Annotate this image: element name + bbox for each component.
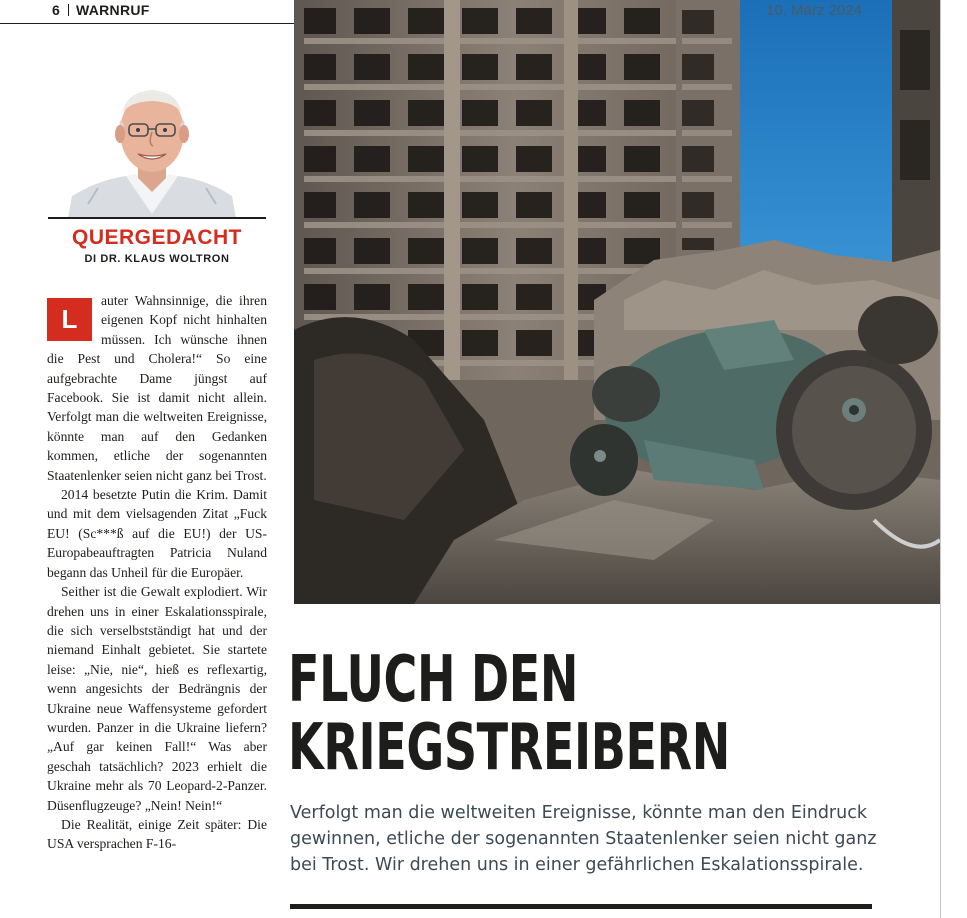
column-name: QUERGEDACHT bbox=[71, 226, 242, 249]
author-portrait bbox=[68, 84, 236, 218]
page-edge-rule bbox=[940, 0, 941, 918]
paragraph: Die Realität, einige Zeit später: Die USA versprachen F-16- bbox=[47, 816, 267, 852]
issue-date: 10. März 2024 bbox=[766, 2, 862, 19]
page-number: 6 bbox=[52, 2, 60, 18]
drop-cap: L bbox=[47, 298, 92, 341]
war-ruins-photo bbox=[294, 0, 940, 604]
header-separator bbox=[68, 4, 69, 16]
author-byline: DI DR. KLAUS WOLTRON bbox=[84, 253, 230, 265]
standfirst: Verfolgt man die weltweiten Ereignisse, könnte man den Eindruck gewinnen, etliche der sogenannten Staatenlenker seien nicht ganz bei Trost. Wir drehen uns in einer gefährlichen Eskalationsspirale. bbox=[290, 803, 877, 875]
header-rule bbox=[0, 23, 294, 24]
paragraph-text: auter Wahnsinnige, die ihren eigenen Kopf nicht hinhalten müssen. Ich wünsche ihnen die Pest und Cholera!“ So eine aufgebrachte Dame jüngst auf Facebook. Sie ist damit nicht allein. Verfolgt man die weltweiten Ereignisse, könnte man auf den Gedanken kommen, etliche der sogenannten Staatenlenker seien nicht ganz bei Trost. bbox=[47, 293, 267, 483]
article-body bbox=[47, 291, 267, 854]
paragraph: 2014 besetzte Putin die Krim. Damit und mit dem vielsagenden Zitat „Fuck EU! (Sc***ß auf die EU!) der US-Europabeauftragten Patricia Nuland begann das Unheil für die Europäer. bbox=[47, 487, 267, 580]
bottom-rule bbox=[290, 904, 872, 909]
paragraph bbox=[47, 291, 267, 485]
headline bbox=[288, 643, 730, 785]
portrait-rule bbox=[48, 217, 266, 219]
headline-line: FLUCH DEN bbox=[288, 643, 579, 717]
headline-line: KRIEGSTREIBERN bbox=[288, 711, 730, 785]
section-name: WARNRUF bbox=[76, 2, 150, 18]
paragraph: Seither ist die Gewalt explodiert. Wir drehen uns in einer Eskalationsspirale, die sich verselbstständigt hat und der niemand Einhalt gebietet. Sie startete leise: „Nie, nie“, hieß es reflexartig, wenn angesichts der Bedrängnis der Ukraine neue Waffensysteme gefordert wurden. Panzer in die Ukraine liefern? „Auf gar keinen Fall!“ Was aber geschah tatsächlich? 2023 erhielt die Ukraine mehr als 70 Leopard-2-Panzer. Düsenflugzeuge? „Nein! Nein!“ bbox=[47, 584, 267, 813]
